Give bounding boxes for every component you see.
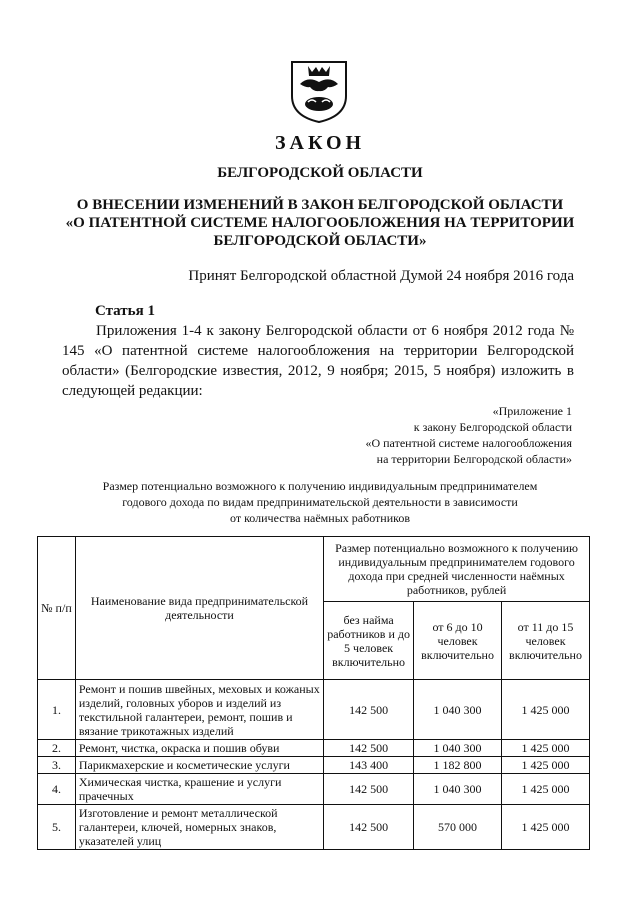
coat-of-arms-icon xyxy=(288,58,350,124)
table-row: 2. Ремонт, чистка, окраска и пошив обуви 142 500 1 040 300 1 425 000 xyxy=(38,740,590,757)
law-subtitle: О ВНЕСЕНИИ ИЗМЕНЕНИЙ В ЗАКОН БЕЛГОРОДСКОЙ ОБЛАСТИ «О ПАТЕНТНОЙ СИСТЕМЕ НАЛОГООБЛОЖЕНИЯ НА ТЕРРИТОРИИ БЕЛГОРОДСКОЙ ОБЛАСТИ» xyxy=(65,197,575,249)
law-title: ЗАКОН xyxy=(274,132,366,154)
adoption-line: Принят Белгородской областной Думой 24 ноября 2016 года xyxy=(188,268,574,284)
header-sub-1: без найма работников и до 5 человек включительно xyxy=(324,602,414,680)
table-title: Размер потенциально возможного к получению индивидуальным предпринимателем годового дохода по видам предпринимательской деятельности в зависимости от количества наёмных работников xyxy=(102,479,538,525)
header-sub-3: от 11 до 15 человек включительно xyxy=(502,602,590,680)
table-row: 5. Изготовление и ремонт металлической галантереи, ключей, номерных знаков, указателей улиц 142 500 570 000 1 425 000 xyxy=(38,805,590,850)
header-group: Размер потенциально возможного к получению индивидуальным предпринимателем годового дохода при средней численности наёмных работников, рублей xyxy=(324,537,590,602)
header-num: № п/п xyxy=(38,537,76,680)
law-region: БЕЛГОРОДСКОЙ ОБЛАСТИ xyxy=(217,165,423,181)
table-row: 4. Химическая чистка, крашение и услуги прачечных 142 500 1 040 300 1 425 000 xyxy=(38,774,590,805)
appendix-reference: «Приложение 1 к закону Белгородской области «О патентной системе налогообложения на территории Белгородской области» xyxy=(365,404,572,466)
table-row: 3. Парикмахерские и косметические услуги 143 400 1 182 800 1 425 000 xyxy=(38,757,590,774)
header-name: Наименование вида предпринимательской деятельности xyxy=(75,537,323,680)
income-table xyxy=(37,536,590,850)
article-text: Приложения 1-4 к закону Белгородской области от 6 ноября 2012 года № 145 «О патентной системе налогообложения на территории Белгородской области» (Белгородские известия, 2012, 9 ноября; 2015, 5 ноября) изложить в следующей редакции: xyxy=(62,323,574,399)
header-sub-2: от 6 до 10 человек включительно xyxy=(414,602,502,680)
article-heading: Статья 1 xyxy=(95,303,155,319)
table-row: 1. Ремонт и пошив швейных, меховых и кожаных изделий, головных уборов и изделий из текстильной галантереи, ремонт, пошив и вязание трикотажных изделий 142 500 1 040 300 1 425 000 xyxy=(38,680,590,740)
